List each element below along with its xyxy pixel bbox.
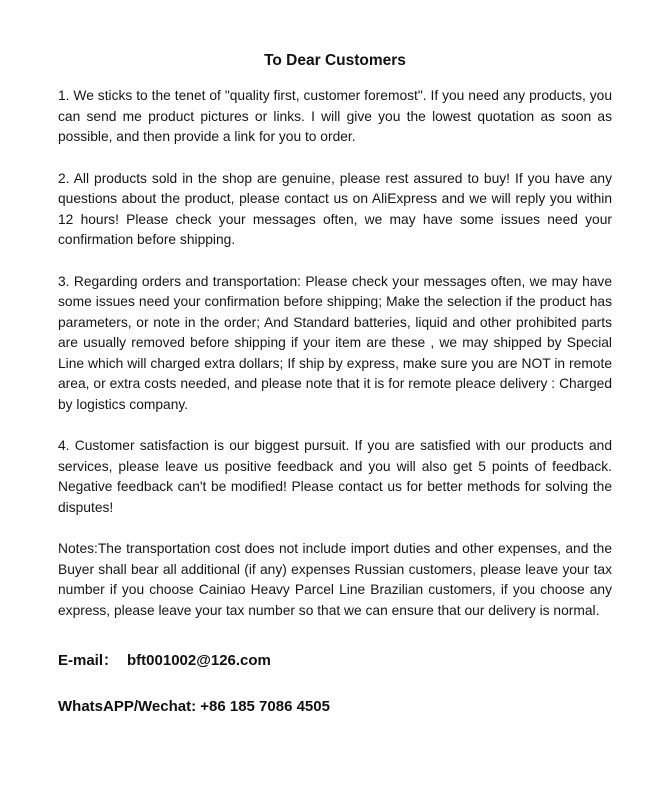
paragraph-genuine-products: 2. All products sold in the shop are genuine, please rest assured to buy! If you have any questions about the product, please contact us on AliExpress and we will reply you within 12 hours! Please check your messages often, we may have some issues need your confirmation before shipping. — [58, 170, 612, 247]
notice-body — [58, 86, 612, 621]
email-line — [58, 651, 612, 671]
paragraph-notes-transport-cost: Notes:The transportation cost does not include import duties and other expenses, and the Buyer shall bear all additional (if any) expenses Russian customers, please leave your tax number if you choose Cainiao Heavy Parcel Line Brazilian customers, if you choose any express, please leave your tax number so that we can ensure that our delivery is normal. — [58, 541, 612, 618]
page-title: To Dear Customers — [264, 52, 406, 69]
paragraph-customer-satisfaction: 4. Customer satisfaction is our biggest pursuit. If you are satisfied with our products and services, please leave us positive feedback and you will also get 5 points of feedback. Negative feedback can't be modified! Please contact us for better methods for solving the disputes! — [58, 438, 612, 515]
paragraph-quality-tenet: 1. We sticks to the tenet of "quality first, customer foremost". If you need any products, you can send me product pictures or links. I will give you the lowest quotation as soon as possible, and then provide a link for you to order. — [58, 88, 612, 144]
whatsapp-wechat-line: WhatsAPP/Wechat: +86 185 7086 4505 — [58, 698, 330, 715]
email-address: bft001002@126.com — [127, 652, 271, 669]
paragraph-orders-transportation: 3. Regarding orders and transportation: Please check your messages often, we may have some issues need your confirmation before shipping; Make the selection if the product has parameters, or note in the order; And Standard batteries, liquid and other prohibited parts are usually removed before shipping if your item are these , we may shipped by Special Line which will charged extra dollars; If ship by express, make sure you are NOT in remote area, or extra costs needed, and please note that it is for remote pleace delivery : Charged by logistics company. — [58, 273, 612, 412]
contact-section — [58, 651, 612, 717]
email-label: E-mail： — [58, 652, 119, 669]
